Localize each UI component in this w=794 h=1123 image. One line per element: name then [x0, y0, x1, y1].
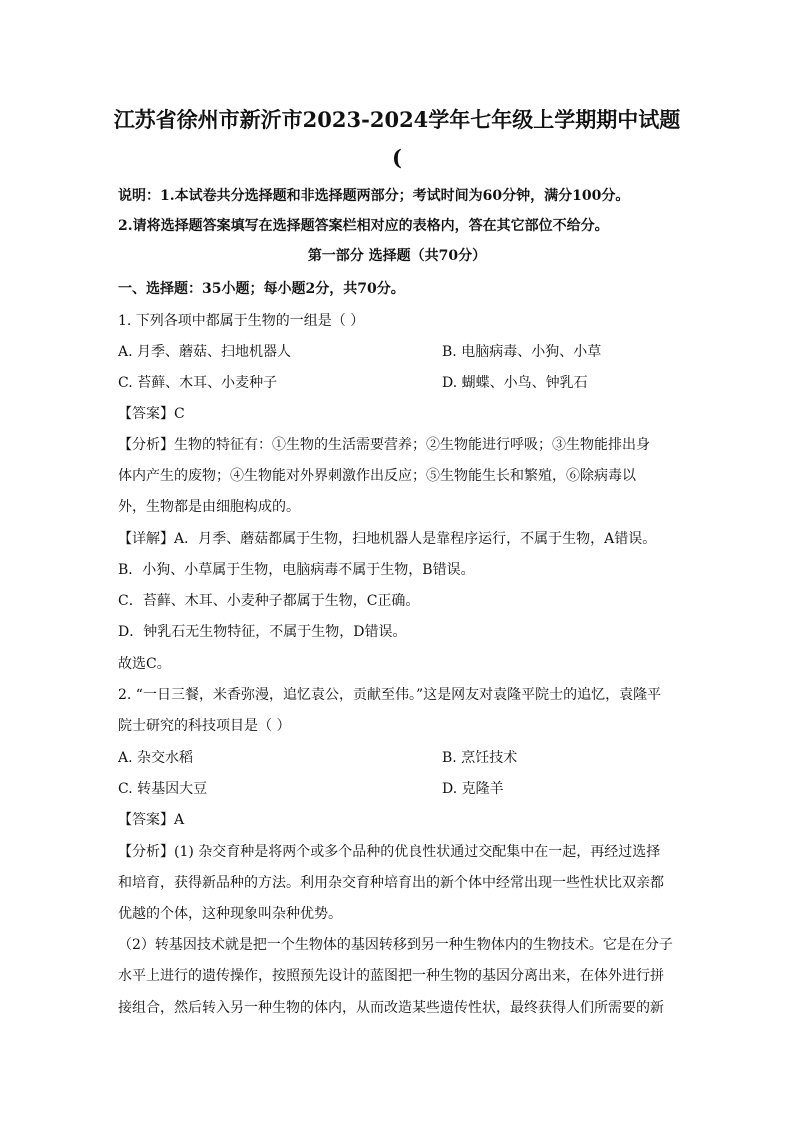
- question-2-option-b: B. 烹饪技术: [442, 750, 518, 766]
- question-2-stem-line-2: 院士研究的科技项目是（ ）: [118, 718, 291, 734]
- question-1-option-c: C. 苔藓、木耳、小麦种子: [118, 375, 278, 391]
- question-2-stem-line-1: 2. “一日三餐，米香弥漫，追忆袁公，贡献至伟。”这是网友对袁隆平院士的追忆，袁隆平: [118, 687, 662, 703]
- question-1-detail-line-3: C．苔藓、木耳、小麦种子都属于生物，C正确。: [118, 593, 420, 609]
- question-2-analysis-line-5: 水平上进行的遗传操作，按照预先设计的蓝图把一种生物的基因分离出来，在体外进行拼: [118, 968, 664, 984]
- part-heading: 第一部分 选择题（共70分）: [307, 248, 487, 264]
- question-2-option-c: C. 转基因大豆: [118, 781, 208, 797]
- question-1-option-b: B. 电脑病毒、小狗、小草: [442, 344, 602, 360]
- page-title-continuation: (: [392, 145, 402, 170]
- page-title: 江苏省徐州市新沂市2023-2024学年七年级上学期期中试题: [113, 107, 681, 132]
- question-1-analysis-line-1: 【分析】生物的特征有：①生物的生活需要营养；②生物能进行呼吸；③生物能排出身: [118, 437, 650, 453]
- question-1-option-a: A. 月季、蘑菇、扫地机器人: [118, 344, 292, 360]
- question-2-analysis-line-2: 和培育，获得新品种的方法。利用杂交育种培育出的新个体中经常出现一些性状比双亲都: [118, 875, 664, 891]
- instruction-note-1: 说明：1.本试卷共分选择题和非选择题两部分；考试时间为60分钟，满分100分。: [118, 188, 630, 204]
- question-1-analysis-line-2: 体内产生的废物；④生物能对外界刺激作出反应；⑤生物能生长和繁殖，⑥除病毒以: [118, 468, 636, 484]
- question-1-conclusion: 故选C。: [118, 656, 171, 672]
- question-1-analysis-line-3: 外，生物都是由细胞构成的。: [118, 499, 300, 515]
- question-2-analysis-line-6: 接组合，然后转入另一种生物的体内，从而改造某些遗传性状，最终获得人们所需要的新: [118, 1000, 664, 1016]
- question-1-detail-line-2: B．小狗、小草属于生物，电脑病毒不属于生物，B错误。: [118, 562, 475, 578]
- instruction-note-2: 2.请将选择题答案填写在选择题答案栏相对应的表格内，答在其它部位不给分。: [118, 218, 609, 234]
- question-1-option-d: D. 蝴蝶、小鸟、钟乳石: [442, 375, 588, 391]
- question-2-answer: 【答案】A: [118, 812, 185, 828]
- question-1-answer: 【答案】C: [118, 406, 185, 422]
- question-1-stem: 1. 下列各项中都属于生物的一组是（ ）: [118, 313, 365, 329]
- section-heading: 一、选择题：35小题；每小题2分，共70分。: [118, 281, 405, 297]
- question-2-option-d: D. 克隆羊: [442, 781, 504, 797]
- question-2-analysis-line-1: 【分析】(1) 杂交育种是将两个或多个品种的优良性状通过交配集中在一起，再经过选择: [118, 844, 661, 860]
- question-1-detail-line-4: D．钟乳石无生物特征，不属于生物，D错误。: [118, 624, 407, 640]
- question-2-analysis-line-4: （2）转基因技术就是把一个生物体的基因转移到另一种生物体内的生物技术。它是在分子: [118, 937, 673, 953]
- question-2-option-a: A. 杂交水稻: [118, 750, 194, 766]
- question-1-detail-line-1: 【详解】A．月季、蘑菇都属于生物，扫地机器人是靠程序运行，不属于生物，A错误。: [118, 531, 657, 547]
- question-2-analysis-line-3: 优越的个体，这种现象叫杂种优势。: [118, 906, 342, 922]
